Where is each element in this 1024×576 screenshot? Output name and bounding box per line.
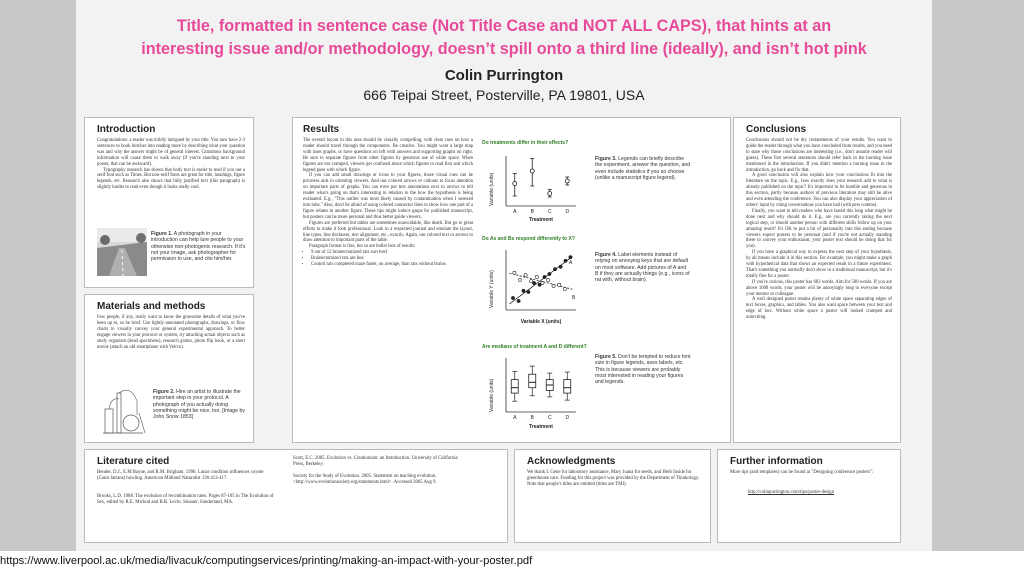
figure-1-caption [151, 231, 247, 262]
conclusions-p1: Conclusions should not be dry restatements of your results. You want to guide the reader through what you have concluded from results, and you need to state why those conclusions are interesting (i.e., don't assume reader will guess). These first several sentences should refer back to the burning issue mentioned in the introduction. If you didn't mention a burning issue in the introduction, go back and fix that. [746, 138, 892, 173]
methods-p1: Few people, if any, really want to know the gruesome details of what you've been up to, so be brief. Use lightly-annotated photographs, drawings, or flow charts to visually convey your general experimental approach. To better engage viewers in your protocol or system, try attaching actual objects such as study organism (dead specimens), research gizmo, photo flip book, or a short movie (attach an old smartphone with Velcro). [97, 315, 245, 350]
further-info-link[interactable]: http://colinpurrington.com/tips/poster-design [748, 490, 835, 495]
reference-4: Society for the Study of Evolution. 2005. Statement on teaching evolution. <http://www.evolutionsociety.org/statements.html>. Accessed 2005 Aug 9. [293, 474, 437, 485]
figure-5-text: Don't be tempted to reduce font size in figure legends, axes labels, etc. This is because viewers are probably most interested in reading your figures and legends. [595, 354, 691, 386]
figure-3-label: Figure 3. [595, 156, 617, 162]
chart2-point [522, 289, 525, 292]
poster-author: Colin Purrington [444, 67, 564, 84]
chart2-point [559, 265, 562, 268]
chart1-y-label: Variable (units) [489, 172, 495, 206]
figure-3-question: Do treatments differ in their effects? [482, 140, 569, 146]
chart3-tick-label: D [565, 415, 570, 421]
further-info-text: More tips (and templates) can be found at "Designing conference posters": [730, 470, 874, 475]
chart3-tick-label: B [530, 415, 534, 421]
reference-1: Bender, D.J., E.M Bayne, and R.M. Brigham. 1996. Lunar condition influences coyote (Canis latrans) howling. American Midland Naturalist 136:413-417. [97, 470, 264, 481]
chart3-y-label: Variable (units) [489, 378, 495, 412]
poster [76, 0, 932, 551]
figure-4-caption [595, 252, 691, 283]
results-text [303, 138, 473, 268]
chart2-y-label: Variable Y (units) [489, 270, 495, 308]
results-bullet-list [303, 250, 473, 268]
figure-4-text: Label elements instead of relying on annoying keys that are default on most software. Add pictures of A and B if they are actually things (e.g., icons of rat with, without brain). [595, 252, 690, 284]
chart2-point [548, 272, 551, 275]
results-p4: Paragraph format is fine, but so are bullet lists of results: [309, 244, 416, 250]
results-bullet: • Control rats completed maze faster, on average, than rats without brains [311, 262, 473, 268]
chart1-mean-point [565, 179, 569, 183]
figure-4-question: Do As and Bs respond differently to X? [482, 236, 575, 242]
right-margin-bar [932, 0, 1024, 551]
chart2-x-label: Variable X (units) [520, 319, 562, 325]
chart2-point [546, 278, 549, 281]
chart1-mean-point [530, 169, 534, 173]
introduction-text [97, 138, 245, 191]
further-info-heading: Further information [730, 456, 823, 467]
reference-3: Scott, E.C. 2005. Evolution vs. Creationism: an Introduction. University of California Press, Berkeley. [293, 456, 458, 467]
chart1-tick-label: B [530, 209, 534, 215]
figure-5-question: Are medians of treatment A and D different? [482, 344, 587, 350]
figure-3-chart [482, 148, 582, 224]
chart2-point [535, 275, 538, 278]
chart3-box [529, 374, 536, 388]
results-bullet: • Brainectomized rats are less [311, 256, 473, 262]
conclusions-box [733, 117, 901, 443]
conclusions-p5: If you're curious, this poster has 683 words. Aim for 500 words. If you are above 1000 words, your poster will be annoyingly long to everyone except your mentor or colleague. [746, 279, 892, 297]
acknowledgments-text: We thank I. Gene for laboratory assistance, Mary Juana for seeds, and Herb Inside for greenhouse care. Funding for this project was provided by the Department of Thinkology. Note that people's titles are omitted (titles are TMI). [527, 470, 700, 487]
chart2-point [527, 290, 530, 293]
source-url[interactable]: https://www.liverpool.ac.uk/media/livacuk/computingservices/printing/making-an-impact-with-your-poster.pdf [0, 555, 533, 567]
methods-box [84, 294, 254, 443]
conclusions-p2: A good conclusion will also explain how your conclusions fit into the literature on the topic. E.g., how exactly does your research add to what is already published on the topic? It's important to be humble and generous in this section, partly because authors of previous literature may still be alive and even attending the conference. You can also display your appreciation of others' input by citing conversations you have had (with pers comms). [746, 173, 892, 208]
results-heading: Results [303, 124, 340, 135]
chart2-point [530, 280, 533, 283]
conclusions-p6: A well designed poster retains plenty of white space separating edges of text boxes, graphics, and tables. You also want space between your text and edge of box. Without white space a poster will looked cramped and uninviting. [746, 297, 892, 321]
poster-address: 666 Teipai Street, Posterville, PA 19801, USA [363, 87, 645, 103]
chart2-point [511, 296, 514, 299]
chart2-point [517, 299, 520, 302]
chart2-point [524, 274, 527, 277]
results-p3: Figures are preferred but tables are sometimes unavoidable, like death. But go to great efforts to make it look professional. Look in a respected journal and emulate the layout, line types, line thickness, text alignment, etc., exactly. Again, use colored text or arrows to draw attention to important parts of the table. [303, 220, 473, 244]
literature-box [84, 449, 508, 543]
literature-heading: Literature cited [97, 456, 170, 467]
further-info-box [717, 449, 901, 543]
chart2-point [564, 259, 567, 262]
figure-2-label: Figure 2. [153, 389, 175, 395]
introduction-box [84, 117, 254, 288]
figure-5-label: Figure 5. [595, 354, 617, 360]
figure-4-label: Figure 4. [595, 252, 617, 258]
conclusions-text [746, 138, 892, 321]
acknowledgments-box [514, 449, 711, 543]
left-margin-bar [0, 0, 76, 551]
chart1-tick-label: D [565, 209, 570, 215]
chart3-tick-label: A [513, 415, 517, 421]
figure-2-caption [153, 389, 247, 420]
results-p2: If you can add small drawings or icons to your figures, those visual cues can be priceless aids in orienting viewers. And use colored arrows or callouts to focus attention on important parts of graphs. You can even put text annotations next to arrows to tell reader what's going on that's interesting in relation to the how the hypothesis is being evaluated. E.g., "This outlier was most likely caused by contamination when I sneezed into tube." Also, don't be afraid of using colored connector lines to show how one part of a figure relates to another figure. These tips might induce gasps for published manuscript, but posters can be more personal and thus better guide viewers. [303, 173, 473, 220]
chart2-point [552, 284, 555, 287]
chart1-tick-label: A [513, 209, 517, 215]
chart2-point [518, 278, 521, 281]
figure-3-caption [595, 156, 691, 181]
introduction-heading: Introduction [97, 124, 156, 135]
figure-2-text: Hire an artist to illustrate the important step in your protocol. A photograph of you actually doing something might be nice, too. [Image by John Snow 1853] [153, 389, 245, 421]
road-photo-image [97, 228, 147, 276]
introduction-p2: Typography research has shown that body text is easier to read if you use a serif font such as Times. But non-serif fonts are great for title, headings, figure legends, etc. Research also shows that fully justified text (this paragraph) is slightly harder to read even though it looks really cool. [97, 167, 245, 191]
chart2-series-b-label: B [572, 295, 576, 301]
results-box [292, 117, 731, 443]
chart2-point [553, 268, 556, 271]
chart2-series-a-label: A [569, 260, 573, 266]
chart1-mean-point [548, 192, 552, 196]
figure-3-text: Legends can briefly describe the experiment, answer the question, and even include statistics if you so choose (unlike a manuscript figure legend). [595, 156, 691, 181]
chart2-point [563, 287, 566, 290]
chart3-box [511, 380, 518, 394]
results-p1: The overall layout in this area should be visually compelling, with clear cues on how a reader should travel through the components. Be creative. You might want a large map with inset graphs, or have questions on left with answers and supporting graphs on right. Be sure to separate figures from other figures by generous use of white space. When figures are too cramped, viewers get confused about which figures to read first and which legend goes with which figure. [303, 138, 473, 173]
methods-heading: Materials and methods [97, 301, 206, 312]
acknowledgments-heading: Acknowledgments [527, 456, 616, 467]
chart2-point [558, 283, 561, 286]
chart3-x-label: Treatment [529, 424, 553, 430]
chart2-point [543, 275, 546, 278]
introduction-p1: Congratulations: a reader was mildly intrigued by your title. You now have 2-3 sentences to hook him/her into reading more by describing what your question was and why the answer might be of general interest. Gratuitous background information will cause them to walk away (if you're standing next to your poster, that can be awkward). [97, 138, 245, 167]
figure-5-caption [595, 354, 691, 385]
chart1-tick-label: C [547, 209, 552, 215]
chart2-point [569, 256, 572, 259]
chart2-point [541, 281, 544, 284]
apparatus-drawing-image [97, 383, 149, 437]
poster-title-line-1: Title, formatted in sentence case (Not Title Case and NOT ALL CAPS), that hints at an [176, 17, 832, 35]
figure-1-label: Figure 1. [151, 231, 173, 237]
figure-5-chart [482, 352, 582, 432]
chart2-point [513, 271, 516, 274]
results-bullet: • 9 out of 12 brainectomized rats survived [311, 250, 473, 256]
chart1-x-label: Treatment [529, 217, 553, 223]
conclusions-heading: Conclusions [746, 124, 807, 135]
conclusions-p4: If you have a graphical way to express the next step of your hypothesis, by all means include it in this section. For example, you might make a graph with hypothetical data that shows an expected result in a future experiment. That's something you normally don't show in a traditional manuscript, but it's totally fine for a poster. [746, 250, 892, 279]
chart3-tick-label: C [547, 415, 552, 421]
chart3-box [564, 380, 571, 394]
figure-4-chart [482, 244, 582, 328]
reference-2: Brooks, L.D. 1988. The evolution of recombination rates. Pages 87-105 in The Evolution of Sex, edited by R.E. Michod and B.R. Levin. Sinauer, Sunderland, MA. [97, 494, 274, 505]
chart1-mean-point [513, 182, 517, 186]
poster-title-line-2: interesting issue and/or methodology, doesn’t spill onto a third line (ideally), and isn’t hot pink [141, 40, 867, 58]
conclusions-p3: Finally, you want to tell readers who have lasted this long what might be done next and why should do it. E.g., are you currently taking the next logical step, or should another person with different skills follow up on your amazing result? It's OK to put a bit of personality into this ending because viewers expect posters to be personal (and if you're not actually standing there to convey your enthusiasm, your poster text should be doing that for you). [746, 208, 892, 250]
figure-1-text: A photograph in your introduction can help lure people to your otherwise non-photogenic research. If it's not your image, ask photographer for permission to use, and cite him/her. [151, 231, 246, 263]
